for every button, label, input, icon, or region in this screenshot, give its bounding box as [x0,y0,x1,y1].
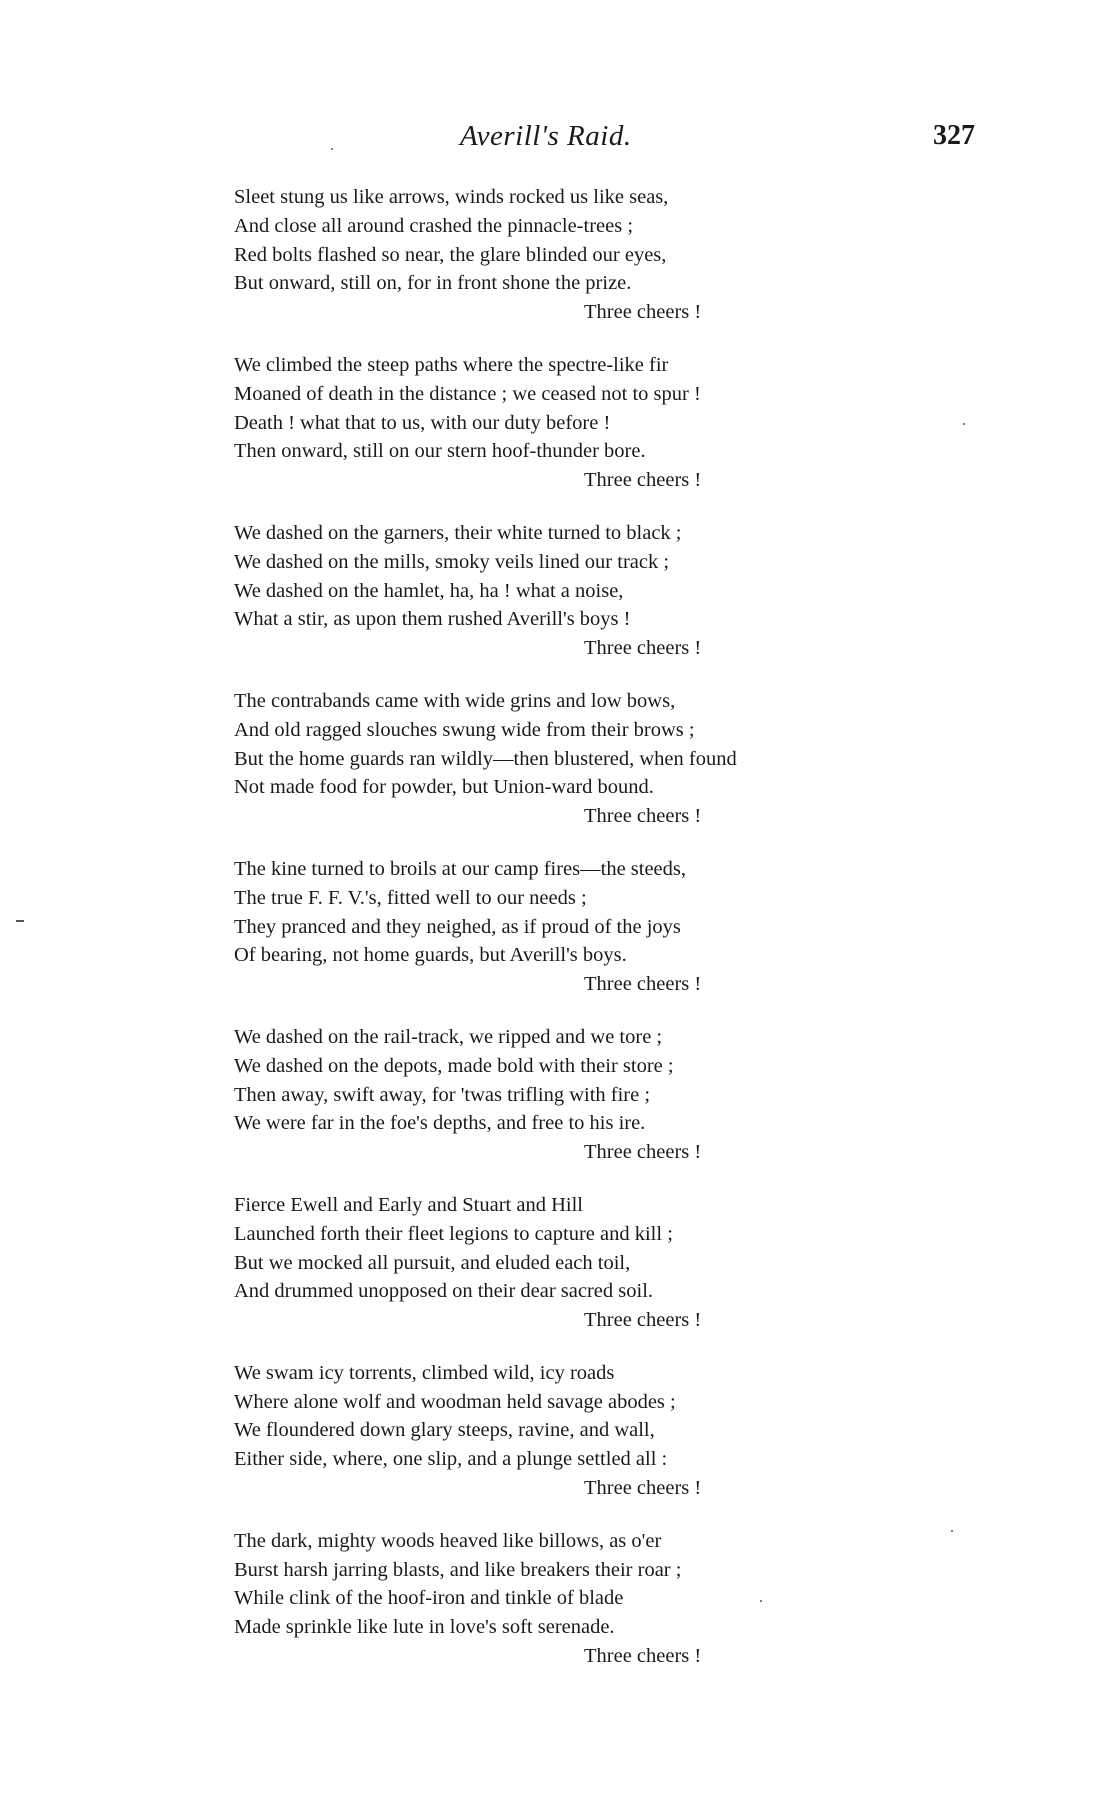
poem-line: And drummed unopposed on their dear sacred soil. [234,1280,654,1303]
refrain: Three cheers ! [584,973,702,996]
refrain: Three cheers ! [584,1141,702,1164]
poem-line: We dashed on the garners, their white turned to black ; [234,521,682,544]
poem-line: The kine turned to broils at our camp fires—the steeds, [234,857,687,880]
poem-line: But the home guards ran wildly—then blustered, when found [234,747,737,770]
page-number: 327 [933,120,975,151]
refrain: Three cheers ! [584,1309,702,1332]
scan-speck [16,920,24,922]
poem-line: Of bearing, not home guards, but Averill's boys. [234,944,627,967]
poem-line: We dashed on the depots, made bold with their store ; [234,1054,674,1077]
poem-line: Death ! what that to us, with our duty before ! [234,411,611,434]
poem-line: We climbed the steep paths where the spectre-like fir [234,353,669,376]
poem-line: Sleet stung us like arrows, winds rocked us like seas, [234,186,669,208]
poem-line: Not made food for powder, but Union-ward bound. [234,776,654,799]
poem-line: We dashed on the rail-track, we ripped and we tore ; [234,1025,663,1048]
refrain: Three cheers ! [584,301,702,324]
refrain: Three cheers ! [584,637,702,660]
poem-line: And old ragged slouches swung wide from their brows ; [234,718,695,741]
poem-line: They pranced and they neighed, as if proud of the joys [234,915,681,938]
poem-line: Then onward, still on our stern hoof-thunder bore. [234,440,646,463]
poem-line: But we mocked all pursuit, and eluded each toil, [234,1251,631,1274]
poem-line: The contrabands came with wide grins and low bows, [234,689,676,712]
poem-line: Launched forth their fleet legions to capture and kill ; [234,1222,673,1245]
page-header [0,120,1120,160]
refrain: Three cheers ! [584,1477,702,1500]
poem-line: Fierce Ewell and Early and Stuart and Hill [234,1193,583,1216]
scan-speck [760,1600,762,1602]
poem-line: Then away, swift away, for 'twas trifling with fire ; [234,1083,651,1106]
poem-line: What a stir, as upon them rushed Averill's boys ! [234,608,631,631]
stanza [234,519,894,663]
stanza [234,687,894,831]
poem-line: We were far in the foe's depths, and free to his ire. [234,1112,646,1135]
poem-line: While clink of the hoof-iron and tinkle of blade [234,1587,624,1610]
poem-line: The dark, mighty woods heaved like billows, as o'er [234,1529,662,1552]
refrain: Three cheers ! [584,1645,702,1668]
stanza [234,1527,894,1671]
scan-speck [963,423,965,425]
stanza [234,1191,894,1335]
poem-line: Made sprinkle like lute in love's soft serenade. [234,1616,615,1639]
refrain: Three cheers ! [584,805,702,828]
poem-line: The true F. F. V.'s, fitted well to our needs ; [234,886,587,909]
poem-line: Red bolts flashed so near, the glare blinded our eyes, [234,243,667,266]
poem [234,183,894,1695]
poem-line: We dashed on the hamlet, ha, ha ! what a noise, [234,579,624,602]
poem-line: Burst harsh jarring blasts, and like breakers their roar ; [234,1558,682,1581]
running-title: Averill's Raid. [460,120,632,152]
poem-line: We floundered down glary steeps, ravine, and wall, [234,1419,655,1442]
poem-line: Moaned of death in the distance ; we ceased not to spur ! [234,382,701,405]
refrain: Three cheers ! [584,469,702,492]
poem-line: We swam icy torrents, climbed wild, icy roads [234,1361,615,1384]
stanza [234,1359,894,1503]
poem-line: But onward, still on, for in front shone the prize. [234,272,632,295]
stanza [234,855,894,999]
poem-line: And close all around crashed the pinnacle-trees ; [234,214,634,237]
poem-line: We dashed on the mills, smoky veils lined our track ; [234,550,670,573]
stanza [234,351,894,495]
stanza [234,1023,894,1167]
poem-line: Where alone wolf and woodman held savage abodes ; [234,1390,676,1413]
scan-speck [331,148,333,150]
stanza [234,183,894,327]
scan-speck [951,1530,953,1532]
poem-line: Either side, where, one slip, and a plunge settled all : [234,1448,668,1471]
